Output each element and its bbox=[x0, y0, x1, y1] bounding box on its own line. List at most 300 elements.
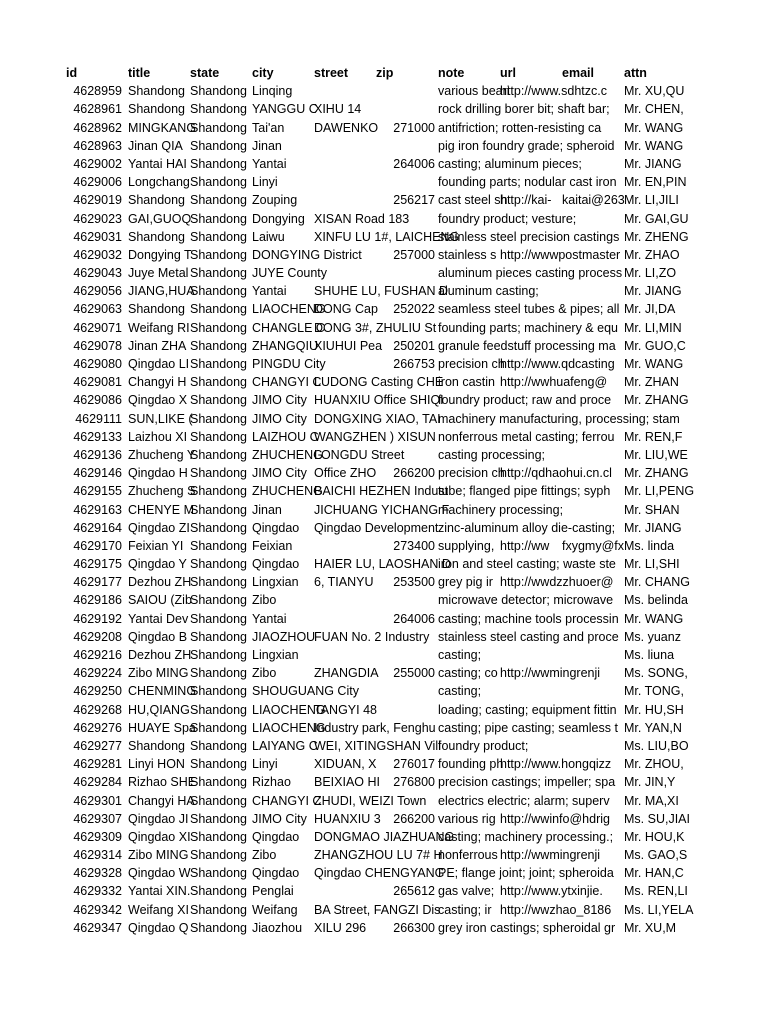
cell-title[interactable]: CHENMING bbox=[128, 684, 197, 699]
cell-title[interactable]: Feixian YI bbox=[128, 538, 184, 553]
cell-url[interactable] bbox=[500, 264, 561, 282]
cell-url[interactable] bbox=[500, 119, 561, 137]
cell-state[interactable]: Shandong bbox=[190, 720, 248, 735]
cell-street[interactable]: JICHUANG YICHANG F bbox=[314, 502, 450, 517]
cell-id[interactable]: 4629063 bbox=[73, 302, 122, 317]
cell-street[interactable]: HAIER LU, LAOSHAN D bbox=[314, 557, 451, 572]
cell-state[interactable]: Shandong bbox=[190, 738, 248, 753]
cell-note[interactable]: stainless steel precision castings bbox=[438, 229, 620, 244]
cell-attn[interactable]: Ms. GAO,S bbox=[624, 848, 688, 863]
cell-note[interactable]: aluminum casting; bbox=[438, 284, 539, 299]
cell-attn[interactable]: Mr. JIANG bbox=[624, 156, 682, 171]
cell-zip[interactable]: 255000 bbox=[393, 666, 435, 681]
cell-url[interactable]: http://wwmingrenji bbox=[500, 666, 601, 681]
cell-attn[interactable]: Ms. linda bbox=[624, 538, 675, 553]
cell-title[interactable]: Dezhou ZH bbox=[128, 648, 192, 662]
cell-id[interactable]: 4628961 bbox=[73, 102, 122, 117]
cell-street[interactable]: XISAN Road 183 bbox=[314, 211, 410, 226]
cell-street[interactable] bbox=[314, 882, 375, 900]
cell-id[interactable]: 4629023 bbox=[73, 211, 122, 226]
cell-city[interactable]: Weifang bbox=[252, 902, 298, 917]
cell-email[interactable] bbox=[562, 391, 623, 409]
cell-state[interactable]: Shandong bbox=[190, 829, 248, 844]
cell-note[interactable]: casting; aluminum pieces; bbox=[438, 156, 582, 171]
cell-state[interactable]: Shandong bbox=[190, 648, 248, 662]
cell-city[interactable]: Tai'an bbox=[252, 120, 285, 135]
cell-title[interactable]: HUAYE Spa bbox=[128, 720, 196, 735]
cell-note[interactable]: founding parts; machinery & equ bbox=[438, 320, 618, 335]
cell-city[interactable]: Yantai bbox=[252, 611, 287, 626]
cell-state[interactable]: Shandong bbox=[190, 866, 248, 881]
cell-title[interactable]: Linyi HON bbox=[128, 757, 185, 772]
cell-city[interactable]: Rizhao bbox=[252, 775, 291, 790]
cell-zip[interactable]: 266200 bbox=[393, 811, 435, 826]
column-header-city[interactable]: city bbox=[252, 66, 274, 80]
cell-zip[interactable] bbox=[376, 646, 435, 664]
cell-email[interactable] bbox=[562, 737, 623, 755]
cell-email[interactable] bbox=[562, 828, 623, 846]
cell-city[interactable]: Lingxian bbox=[252, 648, 299, 662]
cell-email[interactable] bbox=[562, 82, 623, 100]
cell-title[interactable]: GAI,GUOQ bbox=[128, 211, 192, 226]
cell-attn[interactable]: Mr. CHEN, bbox=[624, 102, 684, 117]
cell-title[interactable]: Shandong bbox=[128, 102, 186, 117]
cell-city[interactable]: SHOUGUANG City bbox=[252, 684, 359, 699]
cell-city[interactable]: JIMO City bbox=[252, 466, 307, 481]
cell-city[interactable]: Lingxian bbox=[252, 575, 299, 590]
cell-url[interactable]: http://wwinfo@hdrig bbox=[500, 811, 610, 826]
cell-title[interactable]: Shandong bbox=[128, 738, 186, 753]
cell-note[interactable]: nonferrous metal casting; ferrou bbox=[438, 429, 615, 444]
cell-zip[interactable] bbox=[376, 428, 435, 446]
cell-id[interactable]: 4629163 bbox=[73, 502, 122, 517]
cell-email[interactable] bbox=[562, 246, 623, 264]
cell-email[interactable] bbox=[562, 719, 623, 737]
cell-city[interactable]: JIAOZHOU bbox=[252, 629, 316, 644]
cell-street[interactable]: ZHANGZHOU LU 7# H bbox=[314, 848, 443, 863]
cell-attn[interactable]: Mr. XU,M bbox=[624, 920, 677, 935]
cell-note[interactable]: zinc-aluminum alloy die-casting; bbox=[438, 520, 616, 535]
cell-street[interactable] bbox=[314, 137, 375, 155]
cell-note[interactable]: aluminum pieces casting process bbox=[438, 266, 623, 281]
cell-zip[interactable] bbox=[376, 173, 435, 191]
cell-note[interactable]: tube; flanged pipe fittings; syph bbox=[438, 484, 611, 499]
cell-title[interactable]: Dongying T bbox=[128, 247, 192, 262]
cell-title[interactable]: Qingdao ZI bbox=[128, 520, 190, 535]
cell-note[interactable]: iron and steel casting; waste ste bbox=[438, 557, 616, 572]
cell-id[interactable]: 4629250 bbox=[73, 684, 122, 699]
cell-zip[interactable] bbox=[376, 628, 435, 646]
cell-email[interactable] bbox=[562, 755, 623, 773]
cell-title[interactable]: Qingdao H bbox=[128, 466, 188, 481]
cell-attn[interactable]: Mr. MA,XI bbox=[624, 793, 679, 808]
cell-zip[interactable] bbox=[376, 737, 435, 755]
cell-title[interactable]: Jinan ZHA bbox=[128, 338, 187, 353]
cell-note[interactable]: stainless s bbox=[438, 247, 497, 262]
cell-zip[interactable] bbox=[376, 210, 435, 228]
cell-url[interactable] bbox=[500, 828, 561, 846]
cell-id[interactable]: 4629080 bbox=[73, 357, 122, 371]
cell-id[interactable]: 4629314 bbox=[73, 848, 122, 863]
cell-zip[interactable] bbox=[376, 319, 435, 337]
cell-city[interactable]: Dongying bbox=[252, 211, 305, 226]
cell-state[interactable]: Shandong bbox=[190, 156, 248, 171]
column-header-title[interactable]: title bbox=[128, 66, 151, 80]
cell-id[interactable]: 4629268 bbox=[73, 702, 122, 717]
cell-zip[interactable]: 253500 bbox=[393, 575, 435, 590]
cell-id[interactable]: 4629155 bbox=[73, 484, 122, 499]
cell-email[interactable] bbox=[562, 355, 623, 373]
cell-zip[interactable] bbox=[376, 228, 435, 246]
cell-note[interactable]: stainless steel casting and proce bbox=[438, 629, 619, 644]
cell-email[interactable] bbox=[562, 228, 623, 246]
cell-city[interactable]: CHANGYI C bbox=[252, 793, 322, 808]
cell-id[interactable]: 4629175 bbox=[73, 557, 122, 572]
cell-zip[interactable] bbox=[376, 82, 435, 100]
cell-note[interactable]: various rig bbox=[438, 811, 496, 826]
cell-attn[interactable]: Mr. REN,F bbox=[624, 429, 683, 444]
cell-zip[interactable]: 266753 bbox=[393, 357, 435, 371]
cell-note[interactable]: various beari bbox=[438, 84, 510, 99]
cell-email[interactable] bbox=[562, 682, 623, 700]
cell-attn[interactable]: Mr. HU,SH bbox=[624, 702, 684, 717]
cell-state[interactable]: Shandong bbox=[190, 684, 248, 699]
cell-note[interactable]: rock drilling borer bit; shaft bar; bbox=[438, 102, 610, 117]
cell-url[interactable]: http://www.ytxinjie. bbox=[500, 884, 603, 899]
cell-id[interactable]: 4629216 bbox=[73, 648, 122, 662]
column-header-state[interactable]: state bbox=[190, 66, 220, 80]
cell-city[interactable]: DONGYING District bbox=[252, 247, 362, 262]
cell-state[interactable]: Shandong bbox=[190, 357, 248, 371]
cell-url[interactable] bbox=[500, 646, 561, 664]
cell-id[interactable]: 4629081 bbox=[73, 375, 122, 390]
cell-note[interactable]: founding parts; nodular cast iron bbox=[438, 175, 617, 190]
cell-state[interactable]: Shandong bbox=[190, 266, 248, 281]
cell-id[interactable]: 4629208 bbox=[73, 629, 122, 644]
cell-title[interactable]: Zhucheng Y bbox=[128, 447, 196, 462]
cell-email[interactable] bbox=[562, 846, 623, 864]
cell-city[interactable]: Jinan bbox=[252, 502, 282, 517]
cell-zip[interactable] bbox=[376, 373, 435, 391]
cell-email[interactable] bbox=[562, 410, 623, 428]
cell-url[interactable] bbox=[500, 428, 561, 446]
cell-attn[interactable]: Mr. XU,QU bbox=[624, 84, 685, 99]
cell-zip[interactable] bbox=[376, 501, 435, 519]
cell-state[interactable]: Shandong bbox=[190, 211, 248, 226]
cell-url[interactable] bbox=[500, 555, 561, 573]
cell-email[interactable] bbox=[562, 319, 623, 337]
cell-title[interactable]: Yantai XIN. bbox=[128, 884, 191, 899]
cell-attn[interactable]: Ms. REN,LI bbox=[624, 884, 688, 899]
cell-state[interactable]: Shandong bbox=[190, 411, 248, 426]
cell-title[interactable]: Qingdao W bbox=[128, 866, 191, 881]
cell-attn[interactable]: Ms. belinda bbox=[624, 593, 688, 608]
cell-zip[interactable]: 256217 bbox=[393, 193, 435, 208]
cell-attn[interactable]: Ms. SU,JIAI bbox=[624, 811, 690, 826]
cell-url[interactable]: http://wwwpostmaster bbox=[500, 247, 621, 262]
cell-note[interactable]: electrics electric; alarm; superv bbox=[438, 793, 610, 808]
cell-id[interactable]: 4629078 bbox=[73, 338, 122, 353]
cell-url[interactable] bbox=[500, 864, 561, 882]
cell-zip[interactable]: 257000 bbox=[393, 247, 435, 262]
cell-zip[interactable]: 266200 bbox=[393, 466, 435, 481]
cell-note[interactable]: grey iron castings; spheroidal gr bbox=[438, 920, 616, 935]
cell-street[interactable]: DONG Cap bbox=[314, 302, 378, 317]
cell-url[interactable] bbox=[500, 100, 561, 118]
cell-attn[interactable]: Mr. HAN,C bbox=[624, 866, 684, 881]
cell-state[interactable]: Shandong bbox=[190, 575, 248, 590]
cell-note[interactable]: iron castin bbox=[438, 375, 495, 390]
cell-street[interactable]: BAICHI HEZHEN Indust bbox=[314, 484, 449, 499]
cell-attn[interactable]: Mr. HOU,K bbox=[624, 829, 685, 844]
cell-email[interactable] bbox=[562, 664, 623, 682]
cell-id[interactable]: 4629002 bbox=[73, 156, 122, 171]
cell-id[interactable]: 4628962 bbox=[73, 120, 122, 135]
cell-title[interactable]: JIANG,HUA bbox=[128, 284, 195, 299]
cell-id[interactable]: 4629192 bbox=[73, 611, 122, 626]
cell-note[interactable]: casting; bbox=[438, 648, 482, 662]
cell-zip[interactable] bbox=[376, 100, 435, 118]
cell-url[interactable]: http://wwmingrenji bbox=[500, 848, 601, 863]
cell-url[interactable]: http://www.qdcasting bbox=[500, 357, 615, 371]
cell-note[interactable]: granule feedstuff processing ma bbox=[438, 338, 616, 353]
cell-note[interactable]: gas valve; bbox=[438, 884, 495, 899]
cell-attn[interactable]: Mr. GAI,GU bbox=[624, 211, 689, 226]
cell-street[interactable]: DONGMAO JIAZHUANG bbox=[314, 829, 455, 844]
cell-note[interactable]: casting; bbox=[438, 684, 482, 699]
cell-street[interactable]: XIDUAN, X bbox=[314, 757, 377, 772]
cell-url[interactable] bbox=[500, 391, 561, 409]
cell-zip[interactable]: 276017 bbox=[393, 757, 435, 772]
cell-id[interactable]: 4629342 bbox=[73, 902, 122, 917]
cell-state[interactable]: Shandong bbox=[190, 848, 248, 863]
cell-url[interactable]: http://wwdzzhuoer@ bbox=[500, 575, 614, 590]
cell-url[interactable] bbox=[500, 919, 561, 937]
cell-email[interactable] bbox=[562, 501, 623, 519]
cell-zip[interactable]: 250201 bbox=[393, 338, 435, 353]
cell-note[interactable]: casting; pipe casting; seamless t bbox=[438, 720, 618, 735]
cell-state[interactable]: Shandong bbox=[190, 484, 248, 499]
cell-zip[interactable] bbox=[376, 792, 435, 810]
cell-title[interactable]: Weifang RI bbox=[128, 320, 190, 335]
cell-city[interactable]: Zibo bbox=[252, 848, 277, 863]
cell-email[interactable]: fxygmy@fx bbox=[562, 538, 624, 553]
cell-city[interactable]: Zibo bbox=[252, 666, 277, 681]
cell-title[interactable]: Yantai Dev bbox=[128, 611, 189, 626]
cell-street[interactable] bbox=[314, 591, 375, 609]
cell-title[interactable]: Qingdao JI bbox=[128, 811, 189, 826]
cell-city[interactable]: Zouping bbox=[252, 193, 298, 208]
cell-street[interactable]: ZHANGDIA bbox=[314, 666, 379, 681]
cell-state[interactable]: Shandong bbox=[190, 666, 248, 681]
cell-note[interactable]: nonferrous bbox=[438, 848, 498, 863]
cell-attn[interactable]: Mr. LI,ZO bbox=[624, 266, 677, 281]
cell-state[interactable]: Shandong bbox=[190, 775, 248, 790]
cell-note[interactable]: foundry product; bbox=[438, 738, 529, 753]
cell-url[interactable]: http://www.hongqizz bbox=[500, 757, 612, 772]
cell-id[interactable]: 4629347 bbox=[73, 920, 122, 935]
column-header-zip[interactable]: zip bbox=[376, 66, 394, 80]
cell-street[interactable]: HUANXIU 3 bbox=[314, 811, 381, 826]
cell-street[interactable]: DONG 3#, ZHULIU St bbox=[314, 320, 437, 335]
cell-state[interactable]: Shandong bbox=[190, 247, 248, 262]
cell-city[interactable]: Linyi bbox=[252, 757, 278, 772]
cell-attn[interactable]: Mr. LIU,WE bbox=[624, 447, 688, 462]
cell-city[interactable]: Yantai bbox=[252, 156, 287, 171]
cell-zip[interactable] bbox=[376, 701, 435, 719]
cell-zip[interactable] bbox=[376, 719, 435, 737]
cell-url[interactable] bbox=[500, 501, 561, 519]
cell-url[interactable] bbox=[500, 137, 561, 155]
cell-street[interactable] bbox=[314, 537, 375, 555]
cell-city[interactable]: ZHANGQIU bbox=[252, 338, 318, 353]
cell-street[interactable]: DAWENKO bbox=[314, 120, 379, 135]
cell-street[interactable]: FUAN No. 2 Industry bbox=[314, 629, 430, 644]
cell-title[interactable]: Dezhou ZH bbox=[128, 575, 192, 590]
cell-title[interactable]: HU,QIANG bbox=[128, 702, 190, 717]
cell-id[interactable]: 4629224 bbox=[73, 666, 122, 681]
cell-attn[interactable]: Mr. YAN,N bbox=[624, 720, 682, 735]
cell-state[interactable]: Shandong bbox=[190, 702, 248, 717]
cell-email[interactable] bbox=[562, 119, 623, 137]
cell-city[interactable]: Qingdao bbox=[252, 557, 300, 572]
cell-city[interactable]: Qingdao bbox=[252, 829, 300, 844]
cell-id[interactable]: 4629277 bbox=[73, 738, 122, 753]
cell-note[interactable]: casting; ir bbox=[438, 902, 492, 917]
cell-zip[interactable] bbox=[376, 519, 435, 537]
cell-title[interactable]: Changyi HA bbox=[128, 793, 195, 808]
cell-url[interactable] bbox=[500, 173, 561, 191]
cell-street[interactable]: WANGZHEN ) XISUN bbox=[314, 429, 436, 444]
cell-city[interactable]: LIAOCHENG bbox=[252, 702, 326, 717]
cell-zip[interactable] bbox=[376, 410, 435, 428]
cell-street[interactable] bbox=[314, 355, 375, 373]
cell-city[interactable]: LAIZHOU C bbox=[252, 429, 319, 444]
cell-attn[interactable]: Mr. ZHANG bbox=[624, 466, 689, 481]
cell-city[interactable]: CHANGYI C bbox=[252, 375, 322, 390]
cell-note[interactable]: precision castings; impeller; spa bbox=[438, 775, 616, 790]
cell-street[interactable] bbox=[314, 264, 375, 282]
cell-url[interactable] bbox=[500, 228, 561, 246]
cell-state[interactable]: Shandong bbox=[190, 557, 248, 572]
cell-url[interactable] bbox=[500, 682, 561, 700]
cell-street[interactable]: BA Street, FANGZI Dis bbox=[314, 902, 441, 917]
cell-attn[interactable]: Mr. ZHAO bbox=[624, 247, 680, 262]
cell-title[interactable]: Qingdao B bbox=[128, 629, 188, 644]
cell-attn[interactable]: Mr. WANG bbox=[624, 138, 684, 153]
cell-email[interactable] bbox=[562, 210, 623, 228]
cell-street[interactable]: XINFU LU 1#, LAICHENG bbox=[314, 229, 460, 244]
cell-title[interactable]: Qingdao LI bbox=[128, 357, 190, 371]
cell-city[interactable]: Qingdao bbox=[252, 520, 300, 535]
cell-id[interactable]: 4629328 bbox=[73, 866, 122, 881]
column-header-email[interactable]: email bbox=[562, 66, 594, 80]
cell-id[interactable]: 4629043 bbox=[73, 266, 122, 281]
cell-state[interactable]: Shandong bbox=[190, 175, 248, 190]
cell-id[interactable]: 4629111 bbox=[75, 411, 122, 426]
cell-state[interactable]: Shandong bbox=[190, 120, 248, 135]
cell-street[interactable] bbox=[314, 610, 375, 628]
cell-attn[interactable]: Mr. LI,PENG bbox=[624, 484, 695, 499]
cell-state[interactable]: Shandong bbox=[190, 520, 248, 535]
cell-city[interactable]: ZHUCHENG bbox=[252, 484, 323, 499]
cell-note[interactable]: machinery manufacturing, processing; stam bbox=[438, 411, 680, 426]
cell-street[interactable]: HUANXIU Office SHIQI bbox=[314, 393, 444, 408]
cell-id[interactable]: 4629281 bbox=[73, 757, 122, 772]
cell-street[interactable] bbox=[314, 82, 375, 100]
cell-email[interactable] bbox=[562, 792, 623, 810]
cell-city[interactable]: Penglai bbox=[252, 884, 294, 899]
cell-title[interactable]: Zibo MING bbox=[128, 848, 189, 863]
cell-state[interactable]: Shandong bbox=[190, 429, 248, 444]
cell-attn[interactable]: Ms. LI,YELA bbox=[624, 902, 694, 917]
cell-id[interactable]: 4629071 bbox=[73, 320, 122, 335]
cell-state[interactable]: Shandong bbox=[190, 629, 248, 644]
cell-title[interactable]: SAIOU (Zib bbox=[128, 593, 192, 608]
cell-title[interactable]: Shandong bbox=[128, 84, 186, 99]
cell-state[interactable]: Shandong bbox=[190, 84, 248, 99]
cell-id[interactable]: 4629019 bbox=[73, 193, 122, 208]
cell-street[interactable] bbox=[314, 646, 375, 664]
cell-state[interactable]: Shandong bbox=[190, 466, 248, 481]
cell-url[interactable]: http://www.sdhtzc.c bbox=[500, 84, 607, 99]
cell-zip[interactable] bbox=[376, 682, 435, 700]
cell-id[interactable]: 4628963 bbox=[73, 138, 122, 153]
cell-street[interactable]: XIHU 14 bbox=[314, 102, 362, 117]
cell-note[interactable]: casting; co bbox=[438, 666, 498, 681]
cell-email[interactable] bbox=[562, 155, 623, 173]
cell-state[interactable]: Shandong bbox=[190, 757, 248, 772]
cell-street[interactable]: LONGDU Street bbox=[314, 447, 405, 462]
cell-email[interactable] bbox=[562, 428, 623, 446]
cell-attn[interactable]: Mr. ZHENG bbox=[624, 229, 689, 244]
cell-attn[interactable]: Mr. JIANG bbox=[624, 520, 682, 535]
cell-url[interactable] bbox=[500, 737, 561, 755]
cell-attn[interactable]: Mr. JIN,Y bbox=[624, 775, 676, 790]
cell-url[interactable] bbox=[500, 610, 561, 628]
cell-attn[interactable]: Mr. JI,DA bbox=[624, 302, 676, 317]
cell-state[interactable]: Shandong bbox=[190, 229, 248, 244]
cell-note[interactable]: casting processing; bbox=[438, 447, 546, 462]
column-header-attn[interactable]: attn bbox=[624, 66, 647, 80]
cell-id[interactable]: 4629164 bbox=[73, 520, 122, 535]
cell-email[interactable]: kaitai@263 bbox=[562, 193, 625, 208]
cell-title[interactable]: Shandong bbox=[128, 193, 186, 208]
cell-id[interactable]: 4629006 bbox=[73, 175, 122, 190]
cell-title[interactable]: Changyi H bbox=[128, 375, 187, 390]
cell-street[interactable] bbox=[314, 682, 375, 700]
cell-email[interactable] bbox=[562, 173, 623, 191]
cell-title[interactable]: Rizhao SHE bbox=[128, 775, 197, 790]
cell-attn[interactable]: Ms. SONG, bbox=[624, 666, 688, 681]
cell-street[interactable]: XILU 296 bbox=[314, 920, 367, 935]
cell-street[interactable] bbox=[314, 173, 375, 191]
cell-state[interactable]: Shandong bbox=[190, 811, 248, 826]
cell-street[interactable]: Qingdao CHENGYANG bbox=[314, 866, 445, 881]
cell-zip[interactable] bbox=[376, 282, 435, 300]
cell-state[interactable]: Shandong bbox=[190, 284, 248, 299]
cell-id[interactable]: 4629284 bbox=[73, 775, 122, 790]
cell-street[interactable]: LUDONG Casting CHE bbox=[314, 375, 444, 390]
cell-url[interactable] bbox=[500, 410, 561, 428]
cell-city[interactable]: Jiaozhou bbox=[252, 920, 303, 935]
cell-email[interactable] bbox=[562, 300, 623, 318]
column-header-id[interactable]: id bbox=[66, 66, 78, 80]
cell-city[interactable]: JUYE County bbox=[252, 266, 328, 281]
cell-city[interactable]: LAIYANG C bbox=[252, 738, 318, 753]
cell-attn[interactable]: Mr. CHANG bbox=[624, 575, 690, 590]
cell-url[interactable]: http://wwhuafeng@ bbox=[500, 375, 608, 390]
